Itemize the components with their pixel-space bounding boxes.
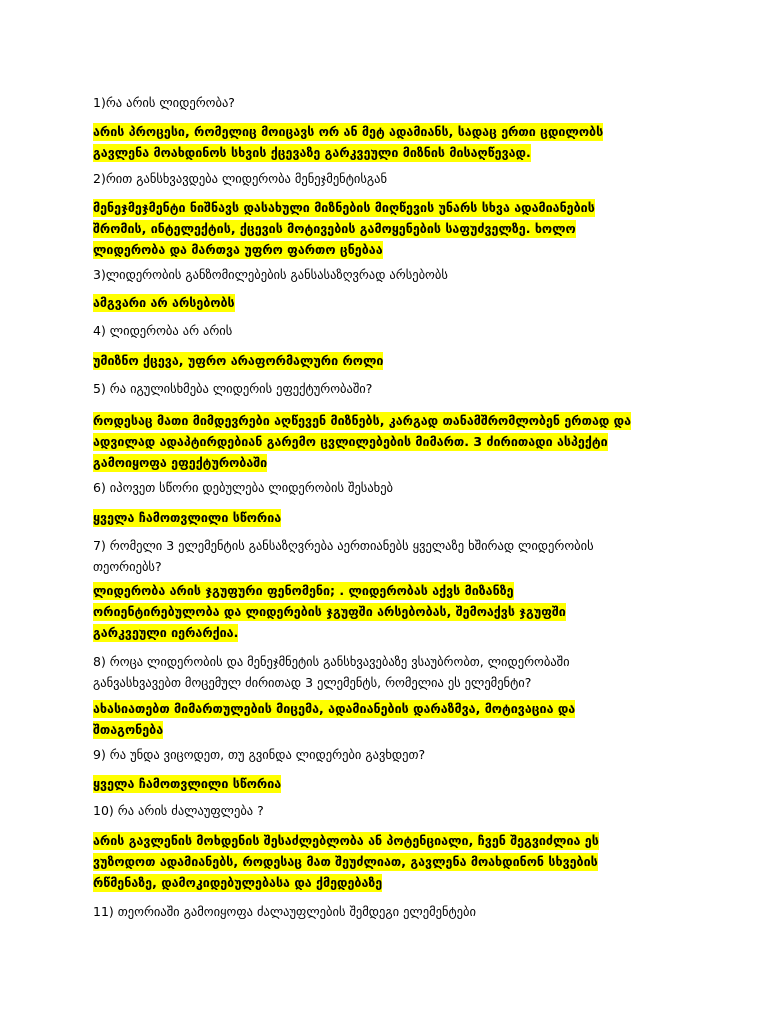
answer-7-line-1: [93, 580, 514, 601]
highlighted-text: ლიდერობა და მართვა უფრო ფართო ცნებაა: [93, 242, 383, 257]
highlighted-text: მენეჯმეჯმენტი ნიშნავს დასახული მიზნების მიღწევის უნარს სხვა ადამიანების: [93, 200, 595, 215]
question-4-line-1: 4) ლიდერობა არ არის: [93, 323, 233, 338]
question-2-line-1: 2)რით განსხვავდება ლიდერობა მენეჯმენტისგან: [93, 171, 388, 186]
question-10-line-1: 10) რა არის ძალაუფლება ?: [93, 803, 264, 818]
question-3-line-1: 3)ლიდერობის განზომილებების განსასაზღვრად არსებობს: [93, 267, 448, 282]
answer-10-line-3: [93, 872, 382, 893]
answer-6-line-1: [93, 507, 281, 528]
highlighted-text: ყველა ჩამოთვლილი სწორია: [93, 776, 282, 791]
question-8-line-2: განვასხვავებთ მოცემულ ძირითად 3 ელემენტს, რომელია ეს ელემენტი?: [93, 675, 532, 690]
answer-5-line-1: [93, 410, 631, 431]
answer-7-line-2: [93, 601, 566, 622]
question-8-line-1: 8) როცა ლიდერობის და მენეჯმნეტის განსხვავებაზე ვსაუბრობთ, ლიდერობაში: [93, 654, 570, 669]
answer-5-line-2: [93, 431, 608, 452]
highlighted-text: გარკვეული იერარქია.: [93, 625, 239, 640]
answer-5-line-3: [93, 452, 267, 473]
answer-2-line-2: [93, 218, 576, 239]
highlighted-text: ორიენტირებულობა და ლიდერების ჯგუფში არსებობას, შემოაქვს ჯგუფში: [93, 604, 566, 619]
highlighted-text: ვუზოდოთ ადამიანებს, როდესაც მათ შეუძლიათ, გავლენა მოახდინონ სხვების: [93, 854, 598, 869]
question-5-line-1: 5) რა იგულისხმება ლიდერის ეფექტურობაში?: [93, 381, 373, 396]
answer-9-line-1: [93, 773, 281, 794]
answer-1-line-1: [93, 121, 603, 142]
answer-8-line-1: [93, 698, 575, 719]
highlighted-text: შთაგონება: [93, 722, 164, 737]
highlighted-text: ადვილად ადაპტირდებიან გარემო ცვლილებების მიმართ. 3 ძირითადი ასპექტი: [93, 434, 608, 449]
answer-2-line-1: [93, 197, 595, 218]
highlighted-text: უმიზნო ქცევა, უფრო არაფორმალური როლი: [93, 353, 384, 368]
highlighted-text: გავლენა მოახდინოს სხვის ქცევაზე გარკვეული მიზნის მისაღწევად.: [93, 145, 531, 160]
question-7-line-1: 7) რომელი 3 ელემენტის განსაზღვრება აერთიანებს ყველაზე ხშირად ლიდერობის: [93, 538, 594, 553]
highlighted-text: გამოიყოფა ეფექტურობაში: [93, 455, 268, 470]
question-7-line-2: თეორიებს?: [93, 559, 162, 574]
question-1-line-1: 1)რა არის ლიდერობა?: [93, 95, 235, 110]
question-11-line-1: 11) თეორიაში გამოიყოფა ძალაუფლების შემდეგი ელემენტები: [93, 904, 476, 919]
question-9-line-1: 9) რა უნდა ვიცოდეთ, თუ გვინდა ლიდერები გავხდეთ?: [93, 747, 426, 762]
highlighted-text: რწმენაზე, დამოკიდებულებასა და ქმედებაზე: [93, 875, 383, 890]
highlighted-text: ახასიათებთ მიმართულების მიცემა, ადამიანების დარაზმვა, მოტივაცია და: [93, 701, 576, 716]
highlighted-text: არის გავლენის მოხდენის შესაძლებლობა ან პოტენციალი, ჩვენ შეგვიძლია ეს: [93, 833, 599, 848]
answer-1-line-2: [93, 142, 531, 163]
answer-4-line-1: [93, 350, 383, 371]
highlighted-text: არის პროცესი, რომელიც მოიცავს ორ ან მეტ ადამიანს, სადაც ერთი ცდილობს: [93, 124, 604, 139]
answer-8-line-2: [93, 719, 163, 740]
highlighted-text: ყველა ჩამოთვლილი სწორია: [93, 510, 282, 525]
highlighted-text: როდესაც მათი მიმდევრები აღწევენ მიზნებს, კარგად თანამშრომლობენ ერთად და: [93, 413, 632, 428]
answer-10-line-1: [93, 830, 599, 851]
highlighted-text: ამგვარი არ არსებობს: [93, 295, 235, 310]
highlighted-text: ლიდერობა არის ჯგუფური ფენომენი; . ლიდერობას აქვს მიზანზე: [93, 583, 514, 598]
answer-7-line-3: [93, 622, 238, 643]
highlighted-text: შრომის, ინტელექტის, ქცევის მოტივების გამოყენების საფუძველზე. ხოლო: [93, 221, 576, 236]
answer-2-line-3: [93, 239, 383, 260]
answer-10-line-2: [93, 851, 598, 872]
answer-3-line-1: [93, 292, 235, 313]
question-6-line-1: 6) იპოვეთ სწორი დებულება ლიდერობის შესახებ: [93, 480, 394, 495]
